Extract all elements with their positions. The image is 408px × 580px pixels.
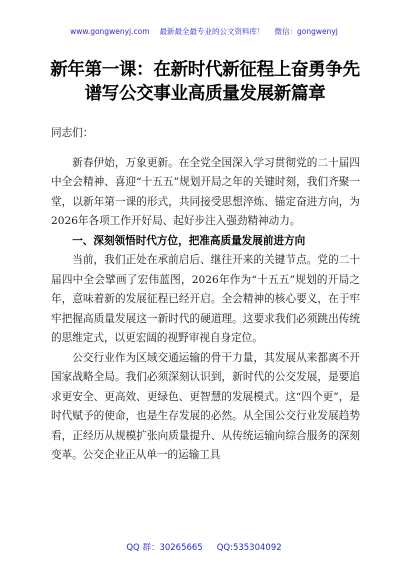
salutation: 同志们： xyxy=(51,127,94,139)
header-wechat: 微信：gongwenyj xyxy=(274,27,338,36)
intro-paragraph: 新春伊始，万象更新。在全党全国深入学习贯彻党的二十届四中全会精神、喜迎“十五五”规划开局之年的关键时刻，我们齐聚一堂，以新年第一课的形式，共同接受思想淬炼、锚定奋进方向，为2026年各项工作开好局、起好步注入强劲精神动力。 xyxy=(51,156,360,227)
page-header xyxy=(0,26,408,37)
header-website-link[interactable]: www.gongwenyj.com xyxy=(70,27,150,36)
footer-qq: QQ:535304092 xyxy=(216,543,282,553)
section-1-paragraph-1: 当前，我们正处在承前启后、继往开来的关键节点。党的二十届四中全会擘画了宏伟蓝图，2026年作为“十五五”规划的开局之年，意味着新的发展征程已经开启。全会精神的核心要义，在于牢牢把握高质量发展这一新时代的硬道理。这要求我们必须跳出传统的思维定式，以更宏阔的视野审视自身定位。 xyxy=(51,254,360,344)
title-line-1: 新年第一课：在新时代新征程上奋勇争先 xyxy=(50,60,360,80)
document-title xyxy=(40,58,370,106)
section-1-paragraph-2: 公交行业作为区域交通运输的骨干力量，其发展从来都离不开国家战略全局。我们必须深刻认识到，新时代的公交发展，是要追求更安全、更高效、更绿色、更智慧的发展模式。这“四个更”，是时代赋予的使命，也是生存发展的必然。从全国公交行业发展趋势看，正经历从规模扩张向质量提升、从传统运输向综合服务的深刻变革。公交企业正从单一的运输工具 xyxy=(51,351,360,461)
footer-qq-group: QQ 群：30265665 xyxy=(126,543,203,553)
page-footer xyxy=(0,541,408,553)
document-body xyxy=(51,124,360,466)
header-slogan: 最新最全最专业的公文资料库！ xyxy=(159,27,265,36)
title-line-2: 谱写公交事业高质量发展新篇章 xyxy=(84,84,326,104)
section-1-heading: 一、深刻领悟时代方位，把准高质量发展前进方向 xyxy=(72,234,306,247)
